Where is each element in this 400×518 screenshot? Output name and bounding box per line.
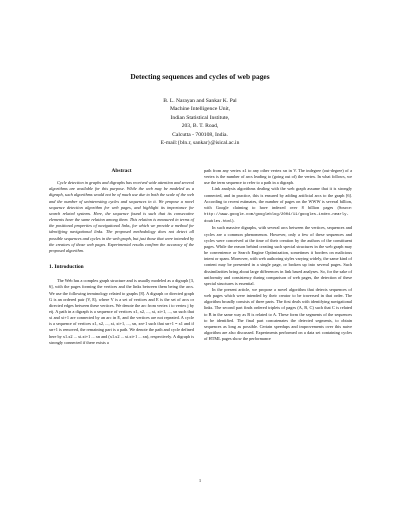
email: E-mail:{bln.r, sankar}@isical.ac.in: [160, 140, 240, 147]
page-number: 1: [198, 478, 202, 483]
affiliation-institute: Indian Statistical Institute,: [170, 114, 230, 121]
intro-paragraph-2: path from any vertex x1 to any other vertex xn in V. The indegree (out-degree) of a vertex is the number of arcs leading to (going out of) the vertex. In what follows, we use the term sequence to refer to a path in a digraph.: [204, 168, 352, 186]
intro-paragraph-1: The Web has a complex graph structure and is usually modeled as a digraph [3, 6], with the pages forming the vertices and the links between them being the arcs. We use the following terminology related to graphs [8]. A digraph or directed graph G is an ordered pair (V, E), where V is a set of vertices and E is the set of arcs or directed edges between these vertices. We denote the arc from vertex i to vertex j by eij. A path in a digraph is a sequence of vertices x1, x2, ..., xi, xi+1, ..., xn such that xi and xi+1 are connected by an arc in E, and the vertices are not repeated. A cycle is a sequence of vertices x1, x2, ..., xi, xi+1, ..., xn, xn+1 such that xn+1 = x1 and if xn+1 is removed, the remaining part is a path. We denote the path and cycle defined here by x1.x2 ... xi.xi+1 ... xn and (x1.x2 ... xi.xi+1 ... xn), respectively. A digraph is strongly connected if there exists a: [49, 278, 194, 345]
left-column: [49, 168, 194, 346]
section-heading-introduction: 1. Introduction: [49, 264, 84, 271]
address-street: 203, B. T. Road,: [181, 123, 219, 130]
intro-paragraph-4: In such massive digraphs, with several arcs between the vertices, sequences and cycles are a common phenomenon. However, only a few of these sequences and cycles were conceived at the time of their creation by the authors of the constituent pages. While the reason behind creating such special structures in the web graph may be convenience or Search Engine Optimization, sometimes it borders on malicious intent or spam. Moreover, with web authoring styles varying widely, the same kind of content may be presented in a single page, or broken up into several pages. Such dissimilarities bring about large differences in link based analyses. So, for the sake of uniformity and consistency during comparison of web pages, the detection of these special structures is essential.: [204, 225, 352, 286]
intro-paragraph-5: In the present article, we propose a novel algorithm that detects sequences of web pages which were intended by their creator to be traversed in that order. The algorithm broadly consists of three parts. The first deals with identifying navigational links. The second part finds ordered triplets of pages (A, B, C) such that C is related to B in the same way as B is related to A. These form the segments of the sequences to be identified. The final part concatenates the detected segments, to obtain sequences as long as possible. Certain speedups and improvements over this naive algorithm are also discussed. Experiments performed on a data set containing cycles of HTML pages show the performance: [204, 286, 352, 342]
paper-title: Detecting sequences and cycles of web pages: [130, 72, 270, 81]
abstract-heading: Abstract: [111, 168, 132, 174]
intro-paragraph-3-text: Link analysis algorithms dealing with the web graph assume that it is strongly connected, and in practice, this is ensured by adding artificial arcs to the graph [6]. According to recent estimates, the number of pages on the WWW is several billion, with Google claiming to have indexed over 8 billion pages (Source:: [204, 186, 352, 210]
intro-paragraph-3-end: ).: [232, 218, 235, 224]
author-block: [0, 97, 400, 147]
source-url: http://www.google.com/googleblog/2004/11/googles-index-nearly-doubles.html: [204, 213, 349, 225]
affiliation-unit: Machine Intelligence Unit,: [169, 106, 231, 113]
abstract-text: Cycle detection in graphs and digraphs has received wide attention and several algorithms are available for this purpose. While the web may be modeled as a digraph, such algorithms would not be of much use due to both the scale of the web and the number of uninteresting cycles and sequences in it. We propose a novel sequence detection algorithm for web pages, and highlight its importance for search related systems. Here, the sequence found is such that its consecutive elements have the same relation among them. This relation is measured in terms of the positional properties of navigational links, for which we provide a method for identifying navigational links. The proposed methodology does not detect all possible sequences and cycles in the web graph, but just those that were intended by the creators of those web pages. Experimental results confirm the accuracy of the proposed algorithm.: [49, 180, 194, 253]
right-column: [204, 168, 352, 342]
address-city: Calcutta - 700108, India.: [172, 131, 228, 138]
intro-paragraph-3: [204, 186, 352, 225]
author-names: B. L. Narayan and Sankar K. Pal: [163, 98, 237, 104]
abstract: [49, 168, 194, 254]
